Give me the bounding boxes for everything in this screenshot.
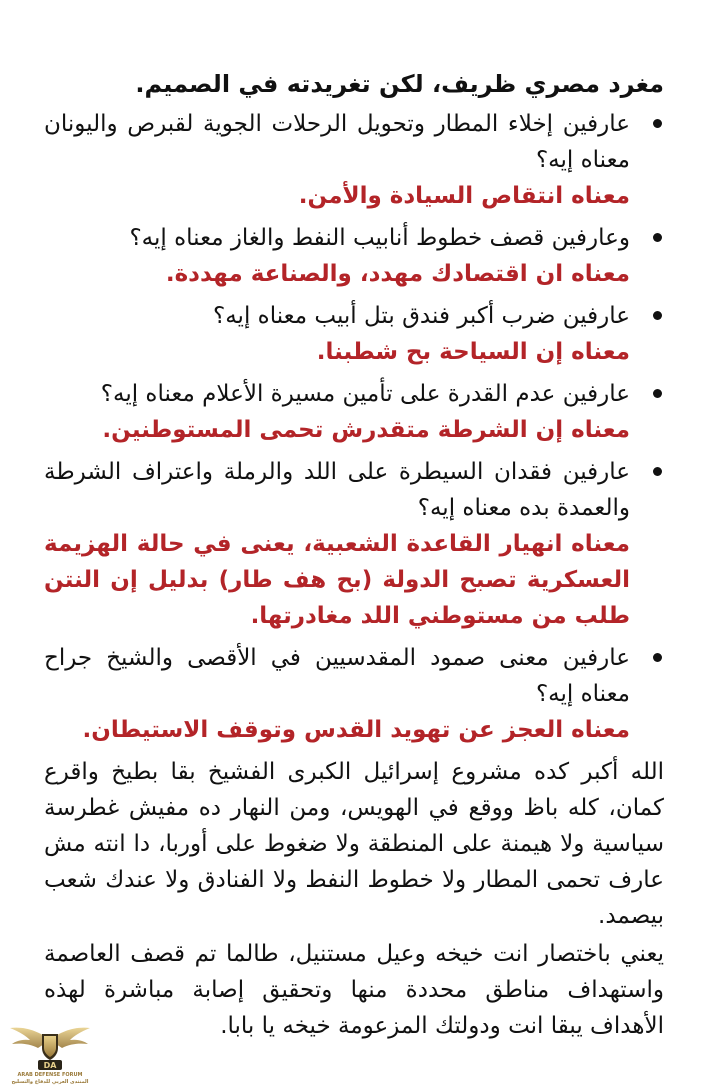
list-item-question: [44, 220, 664, 256]
list-item-question: [44, 640, 664, 712]
question-text: عارفين معنى صمود المقدسيين في الأقصى والشيخ جراح معناه إيه؟: [44, 645, 630, 707]
list-item-question: [44, 106, 664, 178]
article-heading: مغرد مصري ظريف، لكن تغريدته في الصميم.: [135, 70, 664, 98]
eagle-wings-icon: [4, 1006, 96, 1072]
question-text: عارفين إخلاء المطار وتحويل الرحلات الجوية لقبرص واليونان معناه إيه؟: [44, 111, 630, 173]
logo-name: ARAB DEFENSE FORUM: [17, 1072, 83, 1078]
article-body: [44, 66, 664, 1044]
answer-text: معناه ان اقتصادك مهدد، والصناعة مهددة.: [165, 261, 630, 287]
list-item-question: [44, 298, 664, 334]
question-text: وعارفين قصف خطوط أنابيب النفط والغاز معناه إيه؟: [129, 225, 630, 251]
bullet-icon: [653, 389, 662, 398]
answer-text: معناه انهيار القاعدة الشعبية، يعنى في حالة الهزيمة العسكرية تصبح الدولة (بح هف طار) بدليل إن النتن طلب من مستوطني اللد مغادرتها.: [44, 531, 630, 629]
logo-initials: DA: [43, 1061, 57, 1070]
logo-arabic-name: المنتدى العربي للدفاع والتسليح: [11, 1079, 89, 1085]
question-text: عارفين ضرب أكبر فندق بتل أبيب معناه إيه؟: [213, 303, 630, 329]
list-item-question: [44, 376, 664, 412]
bullet-icon: [653, 233, 662, 242]
body-paragraph: يعني باختصار انت خيخه وعيل مستنيل، طالما تم قصف العاصمة واستهداف مناطق محددة منها وتحقيق إصابة مباشرة لهذه الأهداف يبقا انت ودولتك المزعومة خيخه يا بابا.: [44, 941, 664, 1039]
bullet-icon: [653, 311, 662, 320]
answer-text: معناه إن السياحة بح شطبنا.: [316, 339, 630, 365]
answer-text: معناه العجز عن تهويد القدس وتوقف الاستيطان.: [82, 717, 630, 743]
question-text: عارفين فقدان السيطرة على اللد والرملة واعتراف الشرطة والعمدة بده معناه إيه؟: [44, 459, 630, 521]
bullet-icon: [653, 119, 662, 128]
forum-watermark-logo: [4, 1006, 96, 1086]
bullet-icon: [653, 653, 662, 662]
answer-text: معناه إن الشرطة متقدرش تحمى المستوطنين.: [102, 417, 630, 443]
answer-text: معناه انتقاص السيادة والأمن.: [298, 183, 630, 209]
question-text: عارفين عدم القدرة على تأمين مسيرة الأعلام معناه إيه؟: [100, 381, 630, 407]
body-paragraph: الله أكبر كده مشروع إسرائيل الكبرى الفشيخ بقا بطيخ واقرع كمان، كله باظ ووقع في الهويس، ومن النهار ده مفيش غطرسة سياسية ولا هيمنة على المنطقة ولا ضغوط على أوربا، دا انته مش عارف تحمى المطار ولا خطوط النفط ولا الفنادق ولا عندك شعب بيصمد.: [44, 759, 664, 929]
list-item-question: [44, 454, 664, 526]
bullet-icon: [653, 467, 662, 476]
